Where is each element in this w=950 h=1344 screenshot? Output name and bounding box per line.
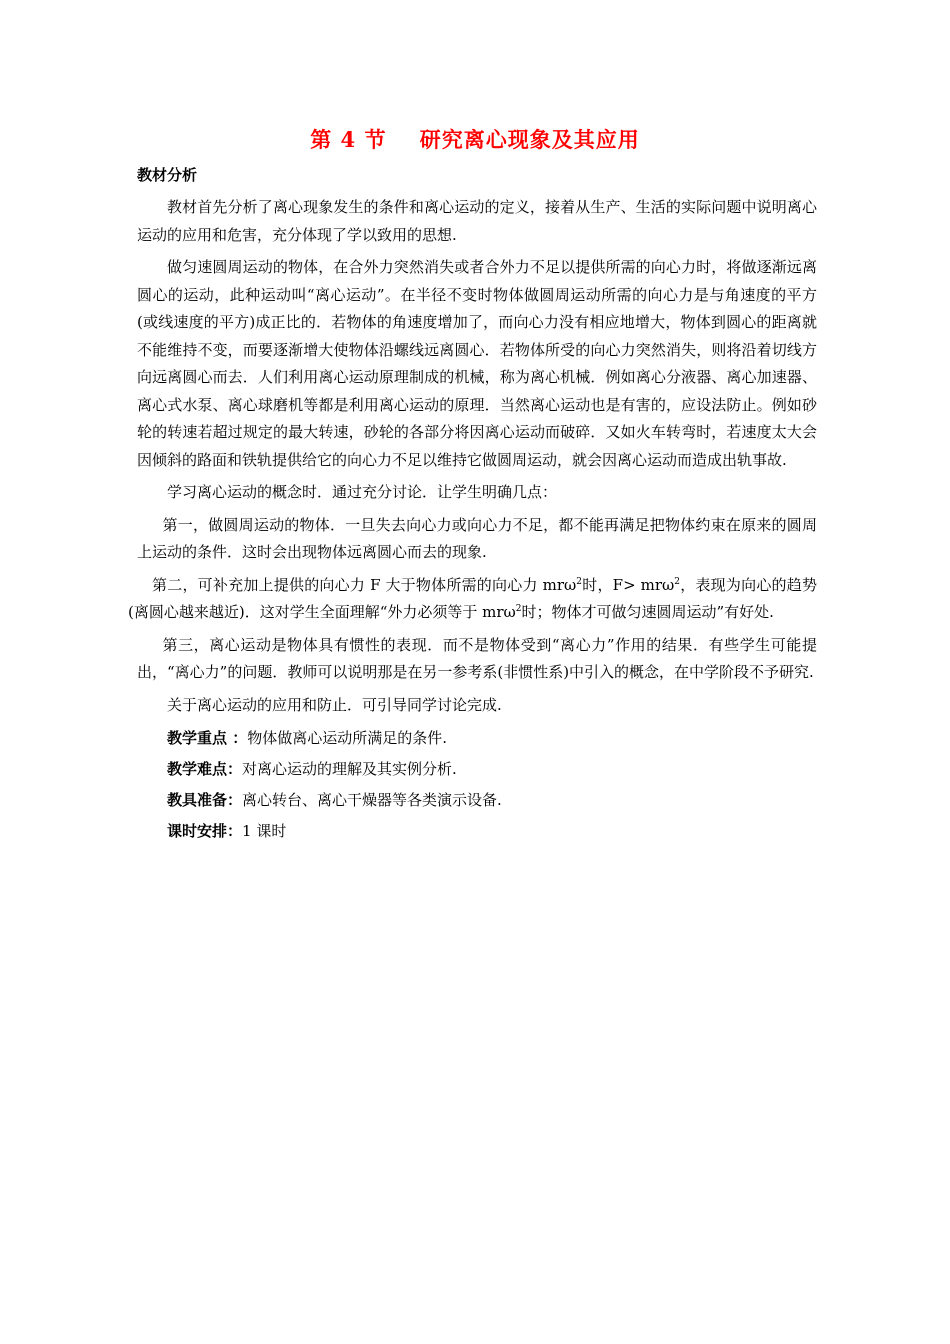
paragraph-definition: 做匀速圆周运动的物体，在合外力突然消失或者合外力不足以提供所需的向心力时，将做逐渐远离圆心的运动，此种运动叫“离心运动”。在半径不变时物体做圆周运动所需的向心力是与角速度的平方(或线速度的平方)成正比的．若物体的角速度增加了，而向心力没有相应地增大，物体到圆心的距离就不能维持不变，而要逐渐增大使物体沿螺线远离圆心．若物体所受的向心力突然消失，则将沿着切线方向远离圆心而去．人们利用离心运动原理制成的机械，称为离心机械．例如离心分液器、离心加速器、离心式水泵、离心球磨机等都是利用离心运动的原理．当然离心运动也是有害的，应设法防止。例如砂轮的转速若超过规定的最大转速，砂轮的各部分将因离心运动而破碎．又如火车转弯时，若速度太大会因倾斜的路面和铁轨提供给它的向心力不足以维持它做圆周运动，就会因离心运动而造成出轨事故. xyxy=(137,258,817,469)
item-label: 教学难点： xyxy=(167,760,243,778)
page-title: 第 4 节 研究离心现象及其应用 xyxy=(310,127,640,152)
paragraph-closing: 关于离心运动的应用和防止．可引导同学讨论完成. xyxy=(167,695,502,714)
paragraph-point-one: 第一，做圆周运动的物体．一旦失去向心力或向心力不足，都不能再满足把物体约束在原来的圆周上运动的条件．这时会出现物体远离圆心而去的现象. xyxy=(137,515,817,561)
item-schedule xyxy=(137,816,817,847)
section-heading: 教材分析 xyxy=(137,166,198,184)
paragraph-point-two: 第二，可补充加上提供的向心力 F 大于物体所需的向心力 mrω$^2$时，F> mrω$^2$，表现为向心的趋势(离圆心越来越近)．这对学生全面理解“外力必须等于 mrω$^2$时；物体才可做匀速圆周运动”有好处. xyxy=(128,575,817,621)
item-difficulties xyxy=(137,754,817,785)
item-equipment xyxy=(137,785,817,816)
item-label: 教学重点 ： xyxy=(167,729,248,747)
item-text: 对离心运动的理解及其实例分析. xyxy=(242,760,457,778)
paragraph-point-three: 第三，离心运动是物体具有惯性的表现．而不是物体受到“离心力”作用的结果．有些学生可能提出，“离心力”的问题．教师可以说明那是在另一参考系(非惯性系)中引入的概念，在中学阶段不予研究. xyxy=(137,635,817,681)
paragraph-discussion: 学习离心运动的概念时．通过充分讨论．让学生明确几点： xyxy=(167,483,558,501)
teaching-items xyxy=(137,723,817,847)
item-label: 课时安排： xyxy=(167,822,243,840)
paragraph-intro: 教材首先分析了离心现象发生的条件和离心运动的定义，接着从生产、生活的实际问题中说明离心运动的应用和危害，充分体现了学以致用的思想. xyxy=(137,198,817,244)
item-text: 1 课时 xyxy=(242,822,287,840)
item-label: 教具准备： xyxy=(167,791,243,809)
body-content xyxy=(128,194,817,847)
item-key-points xyxy=(137,723,817,754)
item-text: 离心转台、离心干燥器等各类演示设备. xyxy=(242,791,502,809)
item-text: 物体做离心运动所满足的条件. xyxy=(247,729,448,747)
